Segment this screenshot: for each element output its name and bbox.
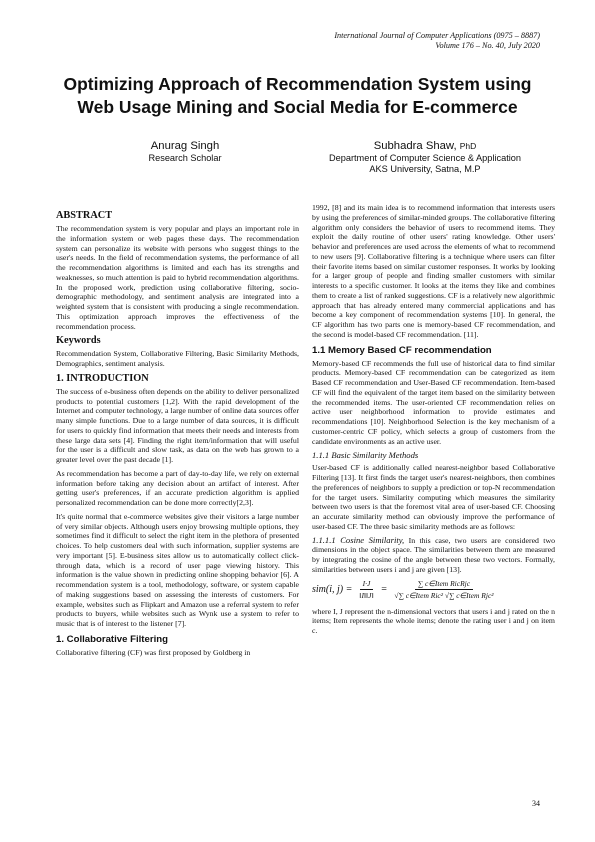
right-column [312,203,555,640]
author-1 [110,139,260,164]
author-2-degree: PhD [459,141,477,151]
fraction-1-numerator: I·J [360,579,374,590]
collaborative-filtering-heading: 1. Collaborative Filtering [56,633,168,645]
page-number: 34 [532,799,540,808]
abstract-heading: ABSTRACT [56,210,113,221]
journal-volume: Volume 176 – No. 40, July 2020 [435,41,540,50]
cosine-formula [312,579,555,601]
fraction-2-denominator: √∑ c∈Item Ric² √∑ c∈Item Rjc² [394,590,494,600]
journal-header [334,31,540,51]
author-2-name-text: Subhadra Shaw, [373,140,457,152]
basic-similarity-heading: 1.1.1 Basic Similarity Methods [312,450,419,461]
intro-paragraph-3: It's quite normal that e-commerce websites give their visitors a large number of very similar objects. Although users enjoy browsing multiple options, they sometimes find it difficult to select the right item in the plethora of presented choices. To help customers deal with such information, supplier systems are very important [5]. E-business sites allow us to automatically collect click-through data, which is a record of user page viewing history. This information is the value shown in predicting online shopping behavior [6]. A recommendation system is a tool, methodology, software, or system capable of making suggestions based on assessing the interests of customers. For example, websites such as Flipkart and Amazon use a referral system to refer products to buyers, while websites such as Wynk use a system to refer to music that is of interest to the listener [7]. [56,511,299,628]
cosine-heading: 1.1.1.1 Cosine Similarity, [312,534,405,545]
author-2 [305,139,545,175]
keywords-text: Recommendation System, Collaborative Filtering, Basic Similarity Methods, Demographics, sentiment analysis. [56,349,299,368]
paper-title [40,73,555,119]
author-2-name [305,139,545,153]
intro-paragraph-2: As recommendation has become a part of day-to-day life, we rely on external information before taking any decision about an artifact of interest. After getting user's preferences, if an accurate prediction algorithm is applied personalized recommendation can be done more correctly[2,3]. [56,468,299,507]
formula-fraction-2 [391,579,496,601]
memory-based-heading: 1.1 Memory Based CF recommendation [312,344,492,356]
author-1-affiliation: Research Scholar [148,153,222,163]
introduction-heading: 1. INTRODUCTION [56,372,149,384]
title-line-1: Optimizing Approach of Recommendation System using [63,74,532,94]
memory-based-paragraph: Memory-based CF recommends the full use of historical data to find similar products. Memory-based CF recommendation can be categorized as item Based CF recommendation and User-Based CF recommendation. Item-based CF will find the equivalent of the target item based on the similarity between the recommended items. The user-oriented CF recommendation relies on active user neighborhood information to provide estimates and recommendations [10]. Neighborhood Selection is the key mechanism of a customer-centric CF policy, which selects a group of customers from the candidate environments as an active user. [312,358,555,446]
title-line-2: Web Usage Mining and Social Media for E-commerce [77,97,518,117]
fraction-1-denominator: ‖I‖‖J‖ [359,590,374,600]
cf-paragraph-start: Collaborative filtering (CF) was first proposed by Goldberg in [56,647,251,657]
cosine-where-paragraph: where I, J represent the n-dimensional vectors that users i and j rated on the n items; Item represents the whole items; denote the rating user i and j on item c. [312,606,555,635]
intro-paragraph-1: The success of e-business often depends on the ability to deliver personalized products to potential customers [1,2]. With the rapid development of the Internet and computer technology, a large number of online data sources offer many simple functions. Due to a large number of data sources, it is difficult for users to quickly find information that meets their needs and interests from these large data sets [4]. Finding the right item/information that will useful for the user is a difficult and slow task, as data on the web has grown to a greater level over the past decade [1]. [56,386,299,464]
cosine-paragraph [312,536,555,575]
basic-similarity-paragraph: User-based CF is additionally called nearest-neighbor based Collaborative Filtering [13]. It first finds the target user's nearest-neighbors, then combines the preferences of neighbors to supply a prediction or top-N recommendation for the target users. Similarity computing which measures the similarity between two users is that the foremost vital area of user-based CF. Choosing an accurate similarity method can obviously improve the performance of user-based CF. The three basic similarity methods are as follows: [312,463,555,531]
keywords-heading: Keywords [56,335,101,347]
fraction-2-numerator: ∑ c∈Item RicRjc [415,579,473,590]
author-2-university: AKS University, Satna, M.P [369,164,481,174]
cosine-text: In this case, two users are considered two dimensions in the object space. The similarities between them are measured by integrating the cosine of the angle between these two vectors. Formally, similarities between users i and j are given [13]. [312,535,555,574]
author-2-affiliation: Department of Computer Science & Application [328,153,522,163]
abstract-text: The recommendation system is very popular and plays an important role in the information system or web pages these days. The recommendation system can personalize its website with persons who suggest things to the user's needs. In the field of recommendation systems, the performance of all the recommendation algorithms is limited and each has its strengths and weaknesses, so much attention is paid to hybrid recommendation algorithms. In the proposed work, prediction using collaborative filtering, socio-demographic methodology, and sentiment analysis are integrated into a weighted system that is consistent with producing a single recommendation. This optimization approach improves the effectiveness of the recommendation process. [56,224,299,331]
journal-name: International Journal of Computer Applications (0975 – 8887) [334,31,540,40]
formula-fraction-1 [356,579,376,601]
formula-lhs: sim(i, j) = [312,583,353,595]
author-1-name: Anurag Singh [150,140,220,152]
left-column [56,206,299,662]
cf-paragraph-continued: 1992, [8] and its main idea is to recommend information that interests users by using the preferences of similar-minded groups. The collaborative filtering algorithm only considers the behavior of users to recommend items. They exploit the daily routine of other users' rating knowledge. Other users' behavior and preferences are used across the elements of what to recommend to new users [9]. Collaborative filtering is a technique where users can filter their favorite items based on similar customer responses. It works by looking for a larger group of people and finding smaller customers with similar interests to a specific customer. It looks at the items they like and combines them to create a list of ranked suggestions. CF is a relatively new algorithmic approach that has already entered many commercial applications and has become a key component of recommendation systems [10]. In general, the CF algorithm has two parts one is memory-based CF recommendation, and the second is model-based CF recommendation. [11]. [312,203,555,339]
formula-equals: = [380,583,388,595]
